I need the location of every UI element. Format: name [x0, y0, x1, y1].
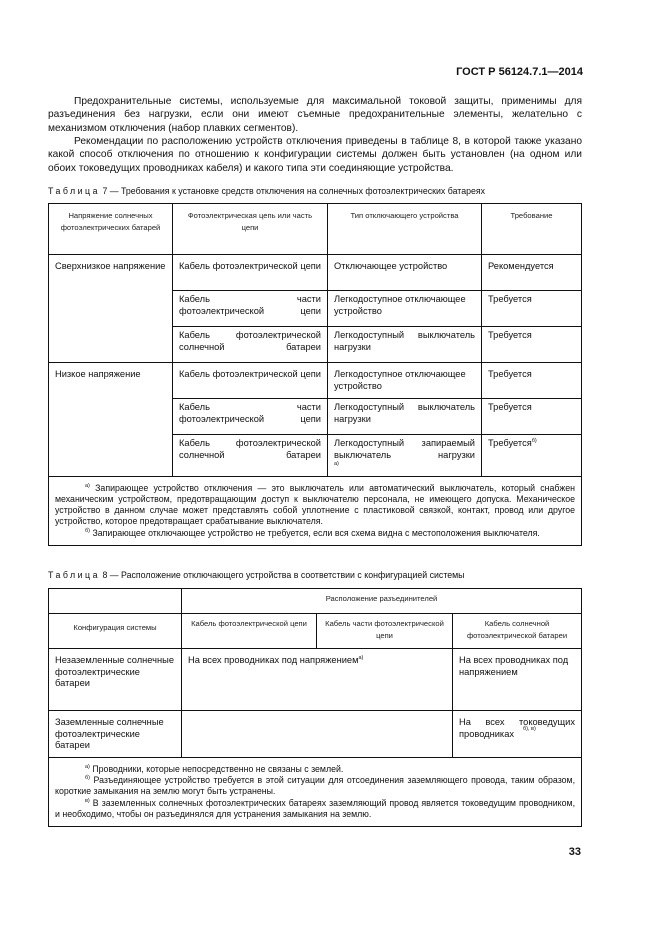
table7-header-voltage: Напряжение солнечных фотоэлектрических батарей — [49, 204, 173, 255]
requirement-cell — [482, 435, 582, 477]
footnote-marker: а) — [334, 461, 339, 468]
circuit-cell: Кабель части фотоэлектрической цепи — [173, 399, 328, 435]
footnote-text: Запирающее устройство отключения — это выключатель или автоматический выключатель, который снабжен механическим устройством, предотвращающим доступ к выключателю персонала, не имеющего допуска. Механическое устройство в данном случае может представлять собой уплотнение с пластиковой связкой, контакт, провод или другое устройство, которое предотвращает срабатывание выключателя. — [55, 482, 575, 527]
footnote — [55, 798, 575, 820]
merged-text: На всех проводниках под напряжением — [188, 655, 359, 665]
footnote-text: Запирающее отключающее устройство не требуется, если вся схема видна с местоположения выключателя. — [92, 527, 540, 538]
device-text: Легкодоступный запираемый выключатель нагрузки — [334, 438, 475, 460]
table7-header-device: Тип отключающего устройства — [328, 204, 482, 255]
table7-caption — [48, 186, 485, 196]
voltage-group-lv: Низкое напряжение — [49, 363, 173, 477]
table7-label: Таблица — [48, 186, 100, 196]
table8-group-header-row — [49, 589, 582, 614]
footnote-text: Разъединяющее устройство требуется в этой ситуации для отсоединения заземляющего провода, таким образом, короткие замыкания на землю могут быть устранены. — [55, 775, 576, 797]
document-code: ГОСТ Р 56124.7.1—2014 — [456, 66, 583, 78]
table7-header-requirement: Требование — [482, 204, 582, 255]
table7-header-row — [49, 204, 582, 255]
table8-footnotes — [49, 758, 582, 827]
footnote-marker: в) — [85, 797, 90, 804]
table-row — [49, 649, 582, 711]
footnote — [55, 775, 575, 797]
footnote-text: Проводники, которые непосредственно не связаны с землей. — [92, 764, 344, 774]
device-cell: Легкодоступное отключающее устройство — [328, 291, 482, 327]
table8 — [48, 588, 582, 827]
footnote — [55, 483, 575, 528]
table8-header-row — [49, 614, 582, 649]
table8-header-battery: Кабель солнечной фотоэлектрической батареи — [453, 614, 582, 649]
table8-title: 8 — Расположение отключающего устройства в соответствии с конфигурацией системы — [102, 570, 465, 580]
circuit-cell: Кабель фотоэлектрической солнечной батареи — [173, 327, 328, 363]
footnote-marker: б) — [85, 775, 90, 782]
footnote — [55, 764, 575, 775]
table8-footnotes-row — [49, 758, 582, 827]
table-row — [49, 255, 582, 291]
battery-text: На всех токоведущих проводниках — [459, 717, 576, 739]
table7-header-circuit: Фотоэлектрическая цепь или часть цепи — [173, 204, 328, 255]
battery-cell: На всех проводниках под напряжением — [453, 649, 582, 711]
device-cell — [328, 435, 482, 477]
footnote — [55, 528, 575, 539]
config-cell: Незаземленные солнечные фотоэлектрические батареи — [49, 649, 182, 711]
footnote-marker: а) — [85, 764, 90, 771]
footnote-marker: б), в) — [523, 726, 536, 733]
table-row — [49, 363, 582, 399]
table7-footnotes-row — [49, 476, 582, 545]
device-cell: Легкодоступное отключающее устройство — [328, 363, 482, 399]
requirement-cell: Требуется — [482, 363, 582, 399]
table7-title: 7 — Требования к установке средств отключения на солнечных фотоэлектрических батареях — [102, 186, 486, 196]
table8-header-pv-circuit: Кабель фотоэлектрической цепи — [182, 614, 317, 649]
footnote-marker: а) — [85, 482, 90, 489]
device-cell: Легкодоступный выключатель нагрузки — [328, 399, 482, 435]
table7 — [48, 203, 582, 546]
table7-footnotes — [49, 476, 582, 545]
page-number: 33 — [568, 846, 581, 858]
footnote-marker: б) — [85, 527, 90, 534]
circuit-cell: Кабель части фотоэлектрической цепи — [173, 291, 328, 327]
table8-empty-corner — [49, 589, 182, 614]
table8-label: Таблица — [48, 570, 100, 580]
footnote-marker: б) — [531, 437, 537, 444]
circuit-cell: Кабель фотоэлектрической цепи — [173, 255, 328, 291]
footnote-text: В заземленных солнечных фотоэлектрических батареях заземляющий провод является токоведущим проводником, и необходимо, чтобы он разъединялся для устранения замыкания на землю. — [55, 797, 576, 819]
device-cell: Отключающее устройство — [328, 255, 482, 291]
merged-cell — [182, 649, 453, 711]
requirement-cell: Рекомендуется — [482, 255, 582, 291]
paragraph-recommendations: Рекомендации по расположению устройств отключения приведены в таблице 8, в которой также указано какой способ отключения по отношению к конфигурации системы должен быть установлен (на одном или обоих токоведущих проводниках кабеля) и какого типа эти соединяющие устройства. — [48, 136, 582, 174]
footnote-marker: а) — [358, 654, 364, 661]
battery-cell — [453, 711, 582, 758]
circuit-cell: Кабель фотоэлектрической цепи — [173, 363, 328, 399]
requirement-cell: Требуется — [482, 291, 582, 327]
device-cell: Легкодоступный выключатель нагрузки — [328, 327, 482, 363]
table8-group-header: Расположение разъединителей — [182, 589, 582, 614]
requirement-cell: Требуется — [482, 327, 582, 363]
paragraph-fuses: Предохранительные системы, используемые для максимальной токовой защиты, применимы для разъединения без нагрузки, если они имеют съемные предохранительные элементы, желательно с механизмом отключения (набор плавких сегментов). — [48, 96, 582, 134]
requirement-text: Требуется — [488, 438, 532, 448]
table8-caption — [48, 570, 465, 580]
table8-header-config: Конфигурация системы — [49, 614, 182, 649]
voltage-group-elv: Сверхнизкое напряжение — [49, 255, 173, 363]
merged-cell — [182, 711, 453, 758]
config-cell: Заземленные солнечные фотоэлектрические батареи — [49, 711, 182, 758]
circuit-cell: Кабель фотоэлектрической солнечной батареи — [173, 435, 328, 477]
requirement-cell: Требуется — [482, 399, 582, 435]
table8-header-sub-circuit: Кабель части фотоэлектрической цепи — [317, 614, 453, 649]
table-row — [49, 711, 582, 758]
